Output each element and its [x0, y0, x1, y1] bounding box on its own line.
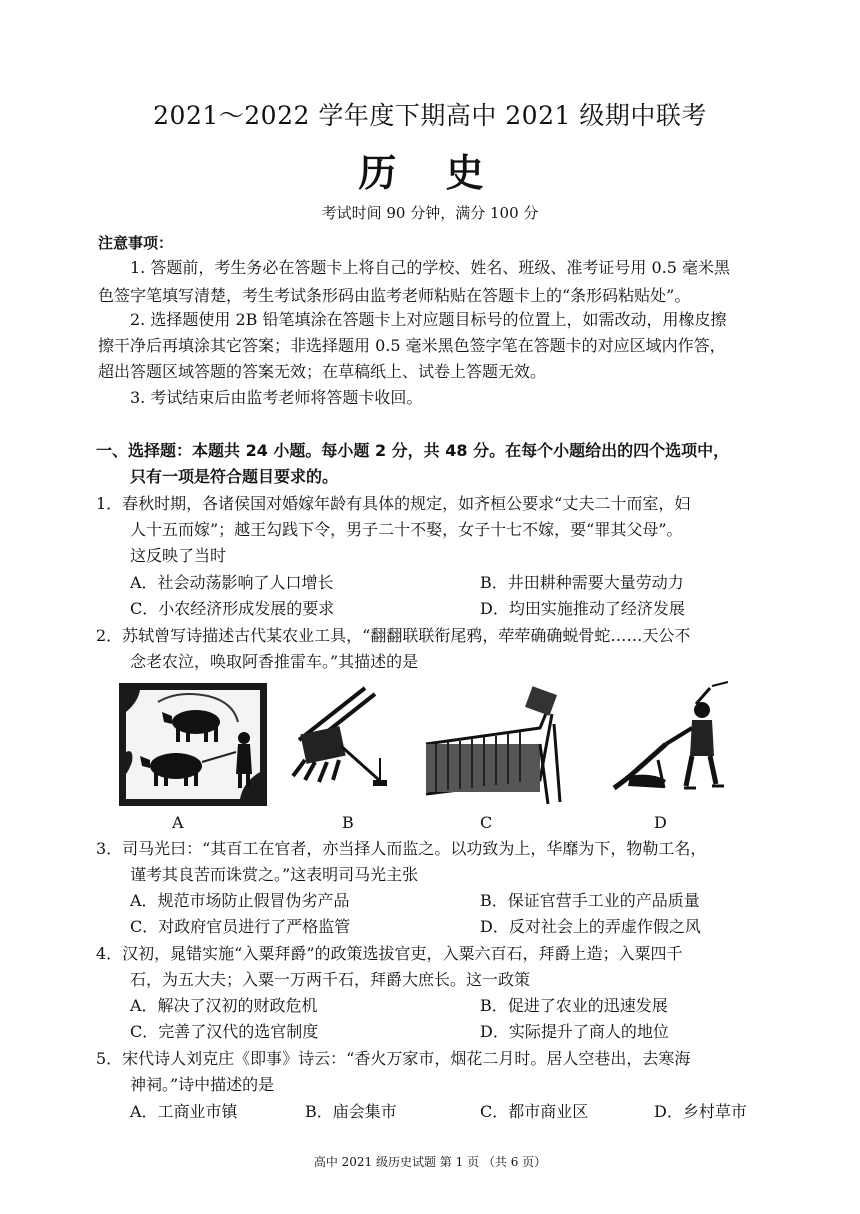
section-heading: 一、选择题：本题共 24 小题。每小题 2 分，共 48 分。在每个小题给出的四个选项中，: [96, 441, 730, 460]
farmer-plowing-image: [600, 680, 740, 810]
notice-line: 1. 答题前，考生务必在答题卡上将自己的学校、姓名、班级、准考证号用 0.5 毫米黑: [130, 258, 730, 277]
question-4-option-b: B．促进了农业的迅速发展: [480, 996, 668, 1015]
question-5-option-b: B．庙会集市: [305, 1102, 397, 1121]
subject-title: 历 史: [358, 151, 502, 195]
question-5-stem: 神祠。”诗中描述的是: [130, 1075, 275, 1094]
question-1-option-b: B．井田耕种需要大量劳动力: [480, 573, 684, 592]
question-5-stem: 5．宋代诗人刘克庄《即事》诗云：“香火万家市，烟花二月时。居人空巷出，去寒海: [96, 1049, 691, 1068]
notice-line: 擦干净后再填涂其它答案；非选择题用 0.5 毫米黑色签字笔在答题卡的对应区域内作答，: [98, 336, 726, 355]
picture-caption-c: C: [480, 813, 493, 832]
question-1-stem: 人十五而嫁”；越王勾践下令，男子二十不娶，女子十七不嫁，要“罪其父母”。: [130, 520, 683, 539]
question-4-option-d: D．实际提升了商人的地位: [480, 1022, 669, 1041]
question-3-stem: 3．司马光曰：“其百工在官者，亦当择人而监之。以功致为上，华靡为下，物勒工名，: [96, 839, 707, 858]
question-2-stem: 2．苏轼曾写诗描述古代某农业工具，“翻翻联联衔尾鸦，荦荦确确蜕骨蛇……天公不: [96, 626, 691, 645]
notice-line: 2. 选择题使用 2B 铅笔填涂在答题卡上对应题目标号的位置上，如需改动，用橡皮擦: [130, 310, 727, 329]
question-4-stem: 石，为五大夫；入粟一万两千石，拜爵大庶长。这一政策: [130, 970, 531, 989]
ox-plowing-rubbing-image: [118, 682, 268, 807]
question-1-option-d: D．均田实施推动了经济发展: [480, 599, 685, 618]
chain-pump-image: [420, 684, 570, 809]
question-1-stem: 1．春秋时期，各诸侯国对婚嫁年龄有具体的规定，如齐桓公要求“丈夫二十而室，妇: [96, 494, 691, 513]
question-1-option-a: A．社会动荡影响了人口增长: [130, 573, 334, 592]
notice-line: 色签字笔填写清楚，考生考试条形码由监考老师粘贴在答题卡上的“条形码粘贴处”。: [98, 286, 691, 305]
question-5-option-a: A．工商业市镇: [130, 1102, 238, 1121]
question-3-stem: 谨考其良苦而诛赏之。”这表明司马光主张: [130, 865, 419, 884]
picture-caption-b: B: [342, 813, 354, 832]
question-3-option-d: D．反对社会上的弄虚作假之风: [480, 917, 701, 936]
notice-line: 3. 考试结束后由监考老师将答题卡收回。: [130, 388, 423, 407]
question-1-option-c: C．小农经济形成发展的要求: [130, 599, 335, 618]
notice-heading: 注意事项：: [98, 234, 174, 252]
notice-line: 超出答题区域答题的答案无效；在草稿纸上、试卷上答题无效。: [98, 362, 547, 381]
question-4-stem: 4．汉初，晁错实施“入粟拜爵”的政策选拔官吏，入粟六百石，拜爵上造；入粟四千: [96, 944, 683, 963]
seed-drill-image: [285, 680, 395, 810]
exam-time-info: 考试时间 90 分钟，满分 100 分: [321, 204, 539, 222]
question-4-option-a: A．解决了汉初的财政危机: [130, 996, 318, 1015]
question-3-option-b: B．保证官营手工业的产品质量: [480, 891, 700, 910]
question-5-option-c: C．都市商业区: [480, 1102, 589, 1121]
page-footer: 高中 2021 级历史试题 第 1 页 （共 6 页）: [313, 1155, 547, 1169]
question-5-option-d: D．乡村草市: [654, 1102, 747, 1121]
question-3-option-c: C．对政府官员进行了严格监管: [130, 917, 351, 936]
question-2-stem: 念老农泣，唤取阿香推雷车。”其描述的是: [130, 652, 419, 671]
section-heading-cont: 只有一项是符合题目要求的。: [130, 467, 339, 486]
question-1-stem: 这反映了当时: [130, 546, 227, 565]
exam-title: 2021～2022 学年度下期高中 2021 级期中联考: [153, 101, 707, 130]
question-4-option-c: C．完善了汉代的选官制度: [130, 1022, 319, 1041]
picture-caption-d: D: [654, 813, 667, 832]
picture-caption-a: A: [172, 813, 184, 832]
question-3-option-a: A．规范市场防止假冒伪劣产品: [130, 891, 350, 910]
